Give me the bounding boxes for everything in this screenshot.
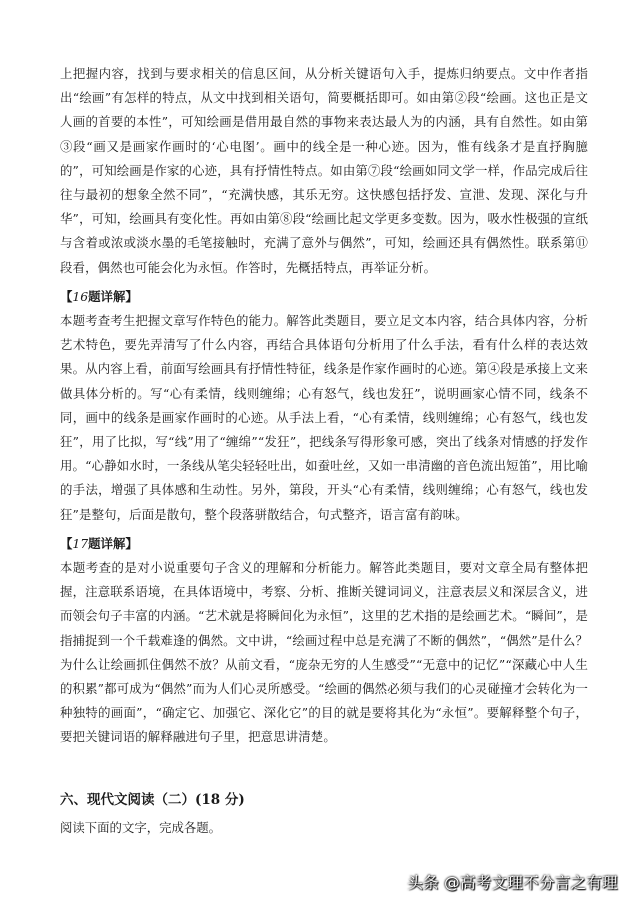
document-body	[60, 62, 588, 840]
question-17-heading: 【17题详解】	[60, 535, 138, 551]
question-16-number: 16	[72, 288, 89, 304]
question-17-label: 题详解	[88, 535, 126, 551]
answer-paragraph-16: 本题考查考生把握文章写作特色的能力。解答此类题目，要立足文本内容，结合具体内容，分析艺术特色，要先弄清写了什么内容，再结合具体语句分析用了什么手法，看有什么样的表达效果。从内容上看，前面写绘画具有抒情性特征，线条是作家作画时的心迹。第④段是承接上文来做具体分析的。写“心有柔情，线则缠绵；心有怒气，线也发狂”，说明画家心情不同，线条不同，画中的线条是画家作画时的心迹。从手法上看，“心有柔情，线则缠绵；心有怒气，线也发狂”，用了比拟，写“线”用了“缠绵”“发狂”，把线条写得形象可感，突出了线条对情感的抒发作用。“心静如水时，一条线从笔尖轻轻吐出，如蚕吐丝，又如一串清幽的音色流出短笛”，用比喻的手法，增强了具体感和生动性。另外，第段，开头“心有柔情，线则缠绵；心有怒气，线也发狂”是整句，后面是散句，整个段落骈散结合，句式整齐，语言富有韵味。	[60, 313, 588, 522]
question-16-heading: 【16题详解】	[60, 288, 138, 304]
question-17-number: 17	[72, 535, 89, 551]
answer-paragraph-17: 本题考查的是对小说重要句子含义的理解和分析能力。解答此类题目，要对文章全局有整体把握，注意联系语境，在具体语境中，考察、分析、推断关键词词义，注意表层义和深层含义，进而领会句子丰富的内涵。“艺术就是将瞬间化为永恒”，这里的艺术指的是绘画艺术。“瞬间”，是指捕捉到一个千载难逢的偶然。文中讲，“绘画过程中总是充满了不断的偶然”，“偶然”是什么？为什么让绘画抓住偶然不放？从前文看，“庞杂无穷的人生感受”“无意中的记忆”“深藏心中人生的积累”都可成为“偶然”而为人们心灵所感受。“绘画的偶然必须与我们的心灵碰撞才会转化为一种独特的画面”，“确定它、加强它、深化它”的目的就是要将其化为“永恒”。要解释整个句子，要把关键词语的解释融进句子里，把意思讲清楚。	[60, 560, 588, 745]
answer-paragraph-15: 上把握内容，找到与要求相关的信息区间，从分析关键语句入手，提炼归纳要点。文中作者指出“绘画”有怎样的特点，从文中找到相关语句，简要概括即可。如由第②段“绘画。这也正是文人画的首要的本性”，可知绘画是借用最自然的事物来表达最人为的内涵，具有自然性。如由第③段“画又是画家作画时的‘心电图’。画中的线全是一种心迹。因为，惟有线条才是直抒胸臆的”，可知绘画是作家的心迹，具有抒情性特点。如由第⑦段“绘画如同文学一样，作品完成后往往与最初的想象全然不同”，“充满快感，其乐无穷。这快感包括抒发、宣泄、发现、深化与升华”，可知，绘画具有变化性。再如由第⑧段“绘画比起文学更多变数。因为，吸水性极强的宣纸与含着或浓或淡水墨的毛笔接触时，充满了意外与偶然”，可知，绘画还具有偶然性。联系第⑪ 段看，偶然也可能会化为永恒。作答时，先概括特点，再举证分析。	[60, 66, 588, 275]
watermark: 头条 @高考文理不分言之有理	[407, 874, 618, 892]
question-16-label: 题详解	[88, 288, 126, 304]
section-instruction: 阅读下面的文字，完成各题。	[60, 819, 222, 835]
section-title: 六、现代文阅读（二）(18 分)	[60, 791, 245, 808]
